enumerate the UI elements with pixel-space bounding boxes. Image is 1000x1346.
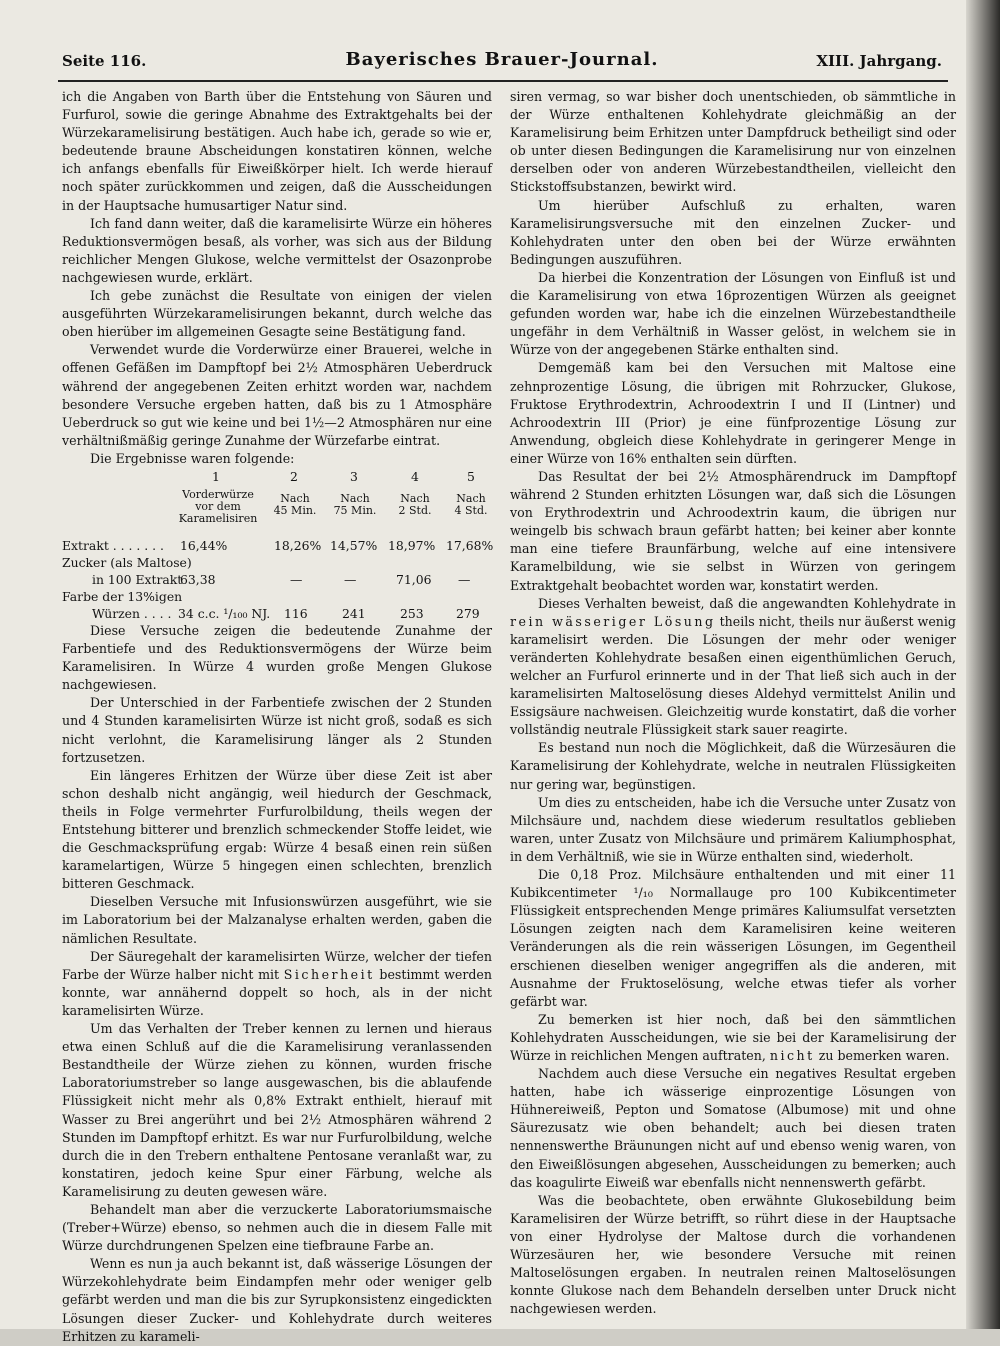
paragraph: Behandelt man aber die verzuckerte Laboratoriumsmaische (Treber+Würze) ebenso, so nehmen auch die in diesem Falle mit Würze durchdrungenen Spelzen eine tiefbraune Farbe an. — [62, 1201, 492, 1254]
col-header-1 — [172, 489, 264, 525]
paragraph: ich die Angaben von Barth über die Entstehung von Säuren und Furfurol, sowie die geringe Abnahme des Extraktgehalts bei der Würzekaramelisirung bestätigen. Auch habe ich, gerade so wie er, bedeutende braune Abscheidungen konstatiren können, welche ich anfangs ebenfalls für Eiweißkörper hielt. Ich werde hierauf noch später zurückkommen und zeigen, daß die Ausscheidungen in der Hauptsache humusartiger Natur sind. — [62, 89, 492, 213]
text-run: bestimmt werden konnte, war annähernd doppelt so hoch, als in der nicht karamelisirten Würze. — [62, 966, 492, 1018]
paragraph: Ein längeres Erhitzen der Würze über diese Zeit ist aber schon deshalb nicht angängig, weil hiedurch der Geschmack, theils in Folge vermehrter Furfurolbildung, theils wegen der Entstehung bitterer und brenzlich schmeckender Stoffe leidet, wie die Geschmacksprüfung ergab: Würze 4 besaß einen rein süßen karamelartigen, Würze 5 hingegen einen schlechten, brenzlich bitteren Geschmack. — [62, 767, 492, 892]
paragraph — [62, 948, 492, 1020]
cell: 18,26% — [274, 537, 322, 553]
page-number: Seite 116. — [62, 52, 147, 70]
table-row — [62, 571, 492, 588]
paragraph: Wenn es nun ja auch bekannt ist, daß wässerige Lösungen der Würzekohlehydrate beim Eindampfen mehr oder weniger gelb gefärbt werden und man die bis zur Syrupkonsistenz eingedickten Lösungen dieser Zucker- und Kohlehydrate durch weiteres Erhitzen zu karameli- — [62, 1256, 492, 1344]
cell: 63,38 — [180, 571, 216, 587]
row-label: in 100 Extrakt — [92, 571, 183, 587]
cell: 34 c.c. ¹/₁₀₀ NJ. — [178, 605, 271, 621]
col-header-line: 75 Min. — [333, 503, 377, 517]
paragraph: Was die beobachtete, oben erwähnte Glukosebildung beim Karamelisiren der Würze betrifft, so rührt diese in der Hauptsache von einer Hydrolyse der Maltose durch die vorhandenen Würzesäuren her, wie besondere Versuche mit reinen Maltoselösungen ergaben. In neutralen reinen Maltoselösungen konnte Glukose nach dem Behandeln derselben unter Druck nicht nachgewiesen werden. — [510, 1192, 956, 1317]
cell: 279 — [456, 605, 480, 621]
text-run: zu bemerken waren. — [814, 1047, 950, 1063]
col-header-line: 2 Std. — [398, 503, 432, 517]
spaced-emphasis: rein wässeriger Lösung — [510, 613, 716, 629]
col-header-line: 45 Min. — [273, 503, 317, 517]
col-header-line: Nach — [340, 491, 370, 505]
paragraph: Dieselben Versuche mit Infusionswürzen ausgeführt, wie sie im Laboratorium bei der Malzanalyse erhalten werden, gaben die nämlichen Resultate. — [62, 894, 492, 946]
table-header-row — [62, 485, 492, 537]
text-run: theils nicht, theils nur äußerst wenig karamelisirt werden. Die Lösungen der mehr oder weniger veränderten Kohlehydrate besaßen einen eigenthümlichen Geruch, welcher an Furfurol erinnerte und in der That ließ sich auch in der karamelisirten Maltoselösung dieses Aldehyd vermittelst Anilin und Essigsäure nachweisen. Gleichzeitig wurde konstatirt, daß die vorher vollständig neutrale Flüssigkeit stark sauer reagirte. — [510, 613, 956, 738]
cell: 17,68% — [446, 537, 494, 553]
col-header-line: vor dem — [195, 499, 241, 513]
table-column-numbers — [62, 468, 492, 485]
col-header-2 — [270, 493, 320, 517]
volume-year: XIII. Jahrgang. — [816, 52, 942, 70]
col-number: 4 — [411, 468, 419, 484]
col-header-line: Nach — [400, 491, 430, 505]
results-table — [62, 468, 492, 622]
table-row — [62, 537, 492, 554]
text-run: Der Säuregehalt der karamelisirten Würze, welcher der tiefen Farbe der Würze halber nicht mit — [62, 948, 492, 982]
paragraph — [510, 595, 956, 740]
row-label: Farbe der 13%igen — [62, 588, 183, 604]
cell: 14,57% — [330, 537, 378, 553]
cell: 71,06 — [396, 571, 432, 587]
cell: 241 — [342, 605, 366, 621]
col-header-5 — [448, 493, 494, 517]
paragraph: Die Ergebnisse waren folgende: — [90, 450, 295, 466]
paragraph: Die 0,18 Proz. Milchsäure enthaltenden und mit einer 11 Kubikcentimeter ¹/₁₀ Normallauge pro 100 Kubikcentimeter Flüssigkeit entsprechenden Menge primäres Kaliumsulfat versetzten Lösungen zeigten nach dem Karamelisiren keine weiteren Veränderungen als die rein wässerigen Lösungen, im Gegentheil erschienen dieselben weniger angegriffen als die anderen, mit Ausnahme der Fruktoselösung, welche etwas tiefer als vorher gefärbt war. — [510, 867, 956, 1009]
paragraph: Um hierüber Aufschluß zu erhalten, waren Karamelisirungsversuche mit den einzelnen Zucker- und Kohlehydraten unter den oben bei der Würze erwähnten Bedingungen auszuführen. — [510, 197, 956, 267]
table-row — [62, 588, 492, 605]
paragraph: Ich gebe zunächst die Resultate von einigen der vielen ausgeführten Würzekaramelisirungen bekannt, durch welche das oben hierüber im allgemeinen Gesagte seine Bestätigung fand. — [62, 288, 492, 340]
paragraph: Verwendet wurde die Vorderwürze einer Brauerei, welche in offenen Gefäßen im Dampftopf bei 2½ Atmosphären Ueberdruck während der angegebenen Zeiten erhitzt worden war, nachdem besondere Versuche ergeben hatten, daß bis zu 1 Atmosphäre Ueberdruck so gut wie keine und bei 1½—2 Atmosphären nur eine verhältnißmäßig geringe Zunahme der Würzefarbe eintrat. — [62, 342, 492, 448]
cell: — — [458, 571, 471, 587]
paragraph: Demgemäß kam bei den Versuchen mit Maltose eine zehnprozentige Lösung, die übrigen mit Rohrzucker, Glukose, Fruktose Erythrodextrin, Achroodextrin I und II (Lintner) und Achroodextrin III (Prior) je eine fünfprozentige Lösung zur Anwendung, obgleich diese Kohlehydrate in geringerer Menge in einer Würze von 16% enthalten sein dürften. — [510, 360, 956, 466]
col-number: 1 — [212, 468, 220, 484]
paragraph: Der Unterschied in der Farbentiefe zwischen der 2 Stunden und 4 Stunden karamelisirten Würze ist nicht groß, sodaß es sich nicht verlohnt, die Karamelisirung länger als 2 Stunden fortzusetzen. — [62, 695, 492, 765]
left-column — [62, 88, 492, 1346]
col-header-line: Vorderwürze — [182, 487, 254, 501]
cell: 18,97% — [388, 537, 436, 553]
journal-title: Bayerisches Brauer-Journal. — [345, 49, 659, 70]
col-number: 2 — [290, 468, 298, 484]
spaced-emphasis: Sicherheit — [283, 966, 375, 982]
paragraph: Das Resultat der bei 2½ Atmosphärendruck im Dampftopf während 2 Stunden erhitzten Lösungen war, daß sich die Lösungen von Erythrodextrin und Achroodextrin kaum, die übrigen nur weingelb bis schwach braun gefärbt hatten; bei keiner aber konnte man eine tiefere Braunfärbung, welche auf eine intensivere Karamelbildung, wie sie selbst in Würzen von geringem Extraktgehalt beobachtet worden war, konstatirt werden. — [510, 468, 956, 593]
spaced-emphasis: nicht — [769, 1047, 815, 1063]
row-label: Zucker (als Maltose) — [62, 554, 192, 570]
table-row — [62, 554, 492, 571]
col-number: 3 — [350, 468, 358, 484]
col-header-3 — [330, 493, 380, 517]
cell: — — [344, 571, 357, 587]
text-run: Zu bemerken ist hier noch, daß bei den sämmtlichen Kohlehydraten Ausscheidungen, wie sie bei der Karamelisirung der Würze in reichlichen Mengen auftraten, — [510, 1011, 956, 1063]
cell: 16,44% — [180, 537, 228, 553]
col-header-line: 4 Std. — [454, 503, 488, 517]
paragraph: Nachdem auch diese Versuche ein negatives Resultat ergeben hatten, habe ich wässerige einprozentige Lösungen von Hühnereiweiß, Pepton und Somatose (Albumose) mit und ohne Säurezusatz wie oben behandelt; auch bei diesen traten nennenswerthe Bräunungen nicht auf und ebenso wenig waren, von den Eiweißlösungen abgesehen, Ausscheidungen zu bemerken; auch das koagulirte Eiweiß war ebenfalls nicht nennenswerth gefärbt. — [510, 1066, 956, 1190]
paragraph: Um das Verhalten der Treber kennen zu lernen und hieraus etwa einen Schluß auf die die Karamelisirung veranlassenden Bestandtheile der Würze ziehen zu können, wurden frische Laboratoriumstreber so lange ausgewaschen, bis die ablaufende Flüssigkeit nicht mehr als 0,8% Extrakt enthielt, hierauf mit Wasser zu Brei angerührt und bei 2½ Atmosphären während 2 Stunden im Dampftopf erhitzt. Es war nur Furfurolbildung, welche durch die in den Trebern enthaltene Pentosane veranlaßt war, zu konstatiren, jedoch keine Spur einer Färbung, welche als Karamelisirung zu deuten gewesen wäre. — [62, 1021, 492, 1199]
col-number: 5 — [467, 468, 475, 484]
cell: 253 — [400, 605, 424, 621]
page-header — [62, 46, 942, 76]
paragraph: Diese Versuche zeigen die bedeutende Zunahme der Farbentiefe und des Reduktionsvermögens der Würze beim Karamelisiren. In Würze 4 wurden große Mengen Glukose nachgewiesen. — [62, 622, 492, 693]
table-row — [62, 605, 492, 622]
paragraph — [510, 1011, 956, 1065]
text-run: Dieses Verhalten beweist, daß die angewandten Kohlehydrate in — [538, 595, 956, 611]
row-label: Würzen . . . . — [92, 605, 172, 621]
row-label: Extrakt . . . . . . . — [62, 537, 164, 553]
right-column — [510, 88, 956, 1318]
col-header-4 — [392, 493, 438, 517]
paragraph: siren vermag, so war bisher doch unentschieden, ob sämmtliche in der Würze enthaltenen Kohlehydrate gleichmäßig an der Karamelisirung beim Erhitzen unter Dampfdruck betheiligt sind oder ob unter diesen Bedingungen die Karamelisirung nur von einzelnen derselben oder von anderen Würzebestandtheilen, vielleicht den Stickstoffsubstanzen, bewirkt wird. — [510, 89, 956, 195]
paragraph: Es bestand nun noch die Möglichkeit, daß die Würzesäuren die Karamelisirung der Kohlehydrate, welche in neutralen Flüssigkeiten nur gering war, begünstigen. — [510, 740, 956, 792]
paragraph: Um dies zu entscheiden, habe ich die Versuche unter Zusatz von Milchsäure und, nachdem diese wiederum resultatlos geblieben waren, unter Zusatz von Milchsäure und primärem Kaliumphosphat, in dem Verhältniß, wie sie in Würze enthalten sind, wiederholt. — [510, 794, 956, 864]
paragraph: Da hierbei die Konzentration der Lösungen von Einfluß ist und die Karamelisirung von etwa 16prozentigen Würzen als geeignet gefunden worden war, habe ich die einzelnen Würzebestandtheile ungefähr in dem Verhältniß in Wasser gelöst, in welchem sie in Würze von der angegebenen Stärke enthalten sind. — [510, 269, 956, 358]
page-edge-shadow — [966, 0, 1000, 1329]
cell: — — [290, 571, 303, 587]
col-header-line: Nach — [456, 491, 486, 505]
col-header-line: Karamelisiren — [178, 511, 258, 525]
header-rule — [58, 80, 948, 82]
col-header-line: Nach — [280, 491, 310, 505]
cell: 116 — [284, 605, 308, 621]
paragraph: Ich fand dann weiter, daß die karamelisirte Würze ein höheres Reduktionsvermögen besaß, als vorher, was sich aus der Bildung reichlicher Mengen Glukose, welche vermittelst der Osazonprobe nachgewiesen wurde, erklärt. — [62, 215, 492, 285]
